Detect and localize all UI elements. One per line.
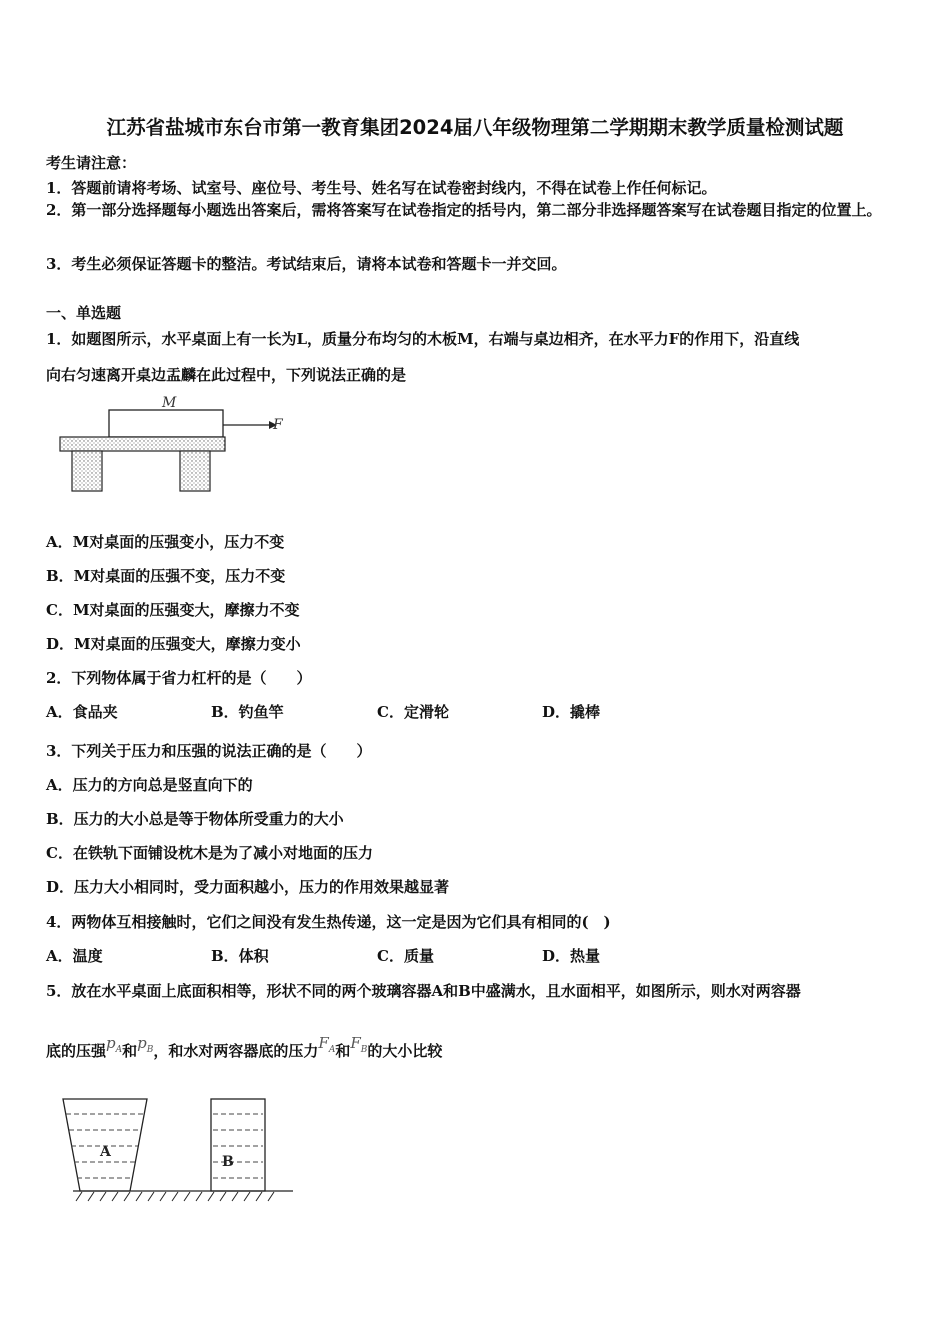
q2-option-a: A．食品夹 bbox=[46, 703, 118, 721]
exam-title: 江苏省盐城市东台市第一教育集团2024届八年级物理第二学期期末教学质量检测试题 bbox=[106, 116, 844, 139]
var-fb-sub: B bbox=[360, 1045, 368, 1055]
var-fa-main: F bbox=[318, 1034, 329, 1052]
q3-stem: 3．下列关于压力和压强的说法正确的是（ ） bbox=[46, 742, 372, 760]
q1-option-d: D．M对桌面的压强变大，摩擦力变小 bbox=[46, 635, 301, 653]
container-a-label: A bbox=[100, 1144, 111, 1160]
force-label: F bbox=[273, 417, 283, 433]
q1-stem-line2: 向右匀速离开桌边盂麟在此过程中，下列说法正确的是 bbox=[46, 366, 407, 384]
q1-figure bbox=[55, 392, 295, 497]
q4-stem: 4．两物体互相接触时，它们之间没有发生热传递，这一定是因为它们具有相同的( ) bbox=[46, 913, 611, 931]
board-label: M bbox=[162, 395, 177, 411]
q5-text-e: 的大小比较 bbox=[367, 1042, 443, 1060]
table-leg-left bbox=[72, 451, 102, 491]
var-pb-sub: B bbox=[146, 1045, 154, 1055]
ground-hatching bbox=[76, 1192, 274, 1201]
q2-stem: 2．下列物体属于省力杠杆的是（ ） bbox=[46, 669, 312, 687]
notice-item-2: 2．第一部分选择题每小题选出答案后，需将答案写在试卷指定的括号内，第二部分非选择题答案写在试卷题目指定的位置上。 bbox=[46, 201, 882, 219]
container-b-label: B bbox=[222, 1154, 234, 1170]
q2-option-b: B．钓鱼竿 bbox=[211, 703, 284, 721]
var-fa-sub: A bbox=[328, 1045, 336, 1055]
container-b bbox=[211, 1099, 265, 1191]
var-pb-main: p bbox=[137, 1034, 147, 1052]
q5-text-a: 底的压强 bbox=[46, 1042, 107, 1060]
table-leg-right bbox=[180, 451, 210, 491]
q3-option-c: C．在铁轨下面铺设枕木是为了减小对地面的压力 bbox=[46, 844, 373, 862]
notice-item-3: 3．考生必须保证答题卡的整洁。考试结束后，请将本试卷和答题卡一并交回。 bbox=[46, 255, 567, 273]
var-pa-sub: A bbox=[115, 1045, 123, 1055]
var-pa bbox=[106, 1034, 123, 1055]
board-m bbox=[109, 410, 223, 437]
notice-heading: 考生请注意： bbox=[46, 154, 137, 172]
q2-option-c: C．定滑轮 bbox=[377, 703, 449, 721]
notice-item-1: 1．答题前请将考场、试室号、座位号、考生号、姓名写在试卷密封线内，不得在试卷上作任何标记。 bbox=[46, 179, 717, 197]
q4-option-c: C．质量 bbox=[377, 947, 434, 965]
q1-option-a: A．M对桌面的压强变小，压力不变 bbox=[46, 533, 285, 551]
q1-stem-line1: 1．如题图所示，水平桌面上有一长为L，质量分布均匀的木板M，右端与桌边相齐，在水平力F的作用下，沿直线 bbox=[46, 330, 800, 348]
q5-text-d: 和 bbox=[335, 1042, 351, 1060]
q3-option-a: A．压力的方向总是竖直向下的 bbox=[46, 776, 253, 794]
q3-option-b: B．压力的大小总是等于物体所受重力的大小 bbox=[46, 810, 344, 828]
q2-option-d: D．撬棒 bbox=[542, 703, 601, 721]
q4-option-b: B．体积 bbox=[211, 947, 269, 965]
q5-figure bbox=[58, 1090, 298, 1205]
q3-option-d: D．压力大小相同时，受力面积越小，压力的作用效果越显著 bbox=[46, 878, 450, 896]
q5-stem-line2 bbox=[46, 1034, 443, 1063]
var-fb bbox=[350, 1034, 368, 1055]
q5-text-b: 和 bbox=[122, 1042, 138, 1060]
q4-option-a: A．温度 bbox=[46, 947, 103, 965]
q1-option-b: B．M对桌面的压强不变，压力不变 bbox=[46, 567, 286, 585]
q5-text-c: ，和水对两容器底的压力 bbox=[153, 1042, 319, 1060]
q1-option-c: C．M对桌面的压强变大，摩擦力不变 bbox=[46, 601, 300, 619]
var-fb-main: F bbox=[350, 1034, 361, 1052]
table-top bbox=[60, 437, 225, 451]
section-heading: 一、单选题 bbox=[46, 304, 122, 322]
q5-stem-line1: 5．放在水平桌面上底面积相等，形状不同的两个玻璃容器A和B中盛满水，且水面相平，如图所示，则水对两容器 bbox=[46, 982, 801, 1000]
var-pa-main: p bbox=[106, 1034, 116, 1052]
q4-option-d: D．热量 bbox=[542, 947, 601, 965]
var-fa bbox=[318, 1034, 336, 1055]
var-pb bbox=[137, 1034, 154, 1055]
